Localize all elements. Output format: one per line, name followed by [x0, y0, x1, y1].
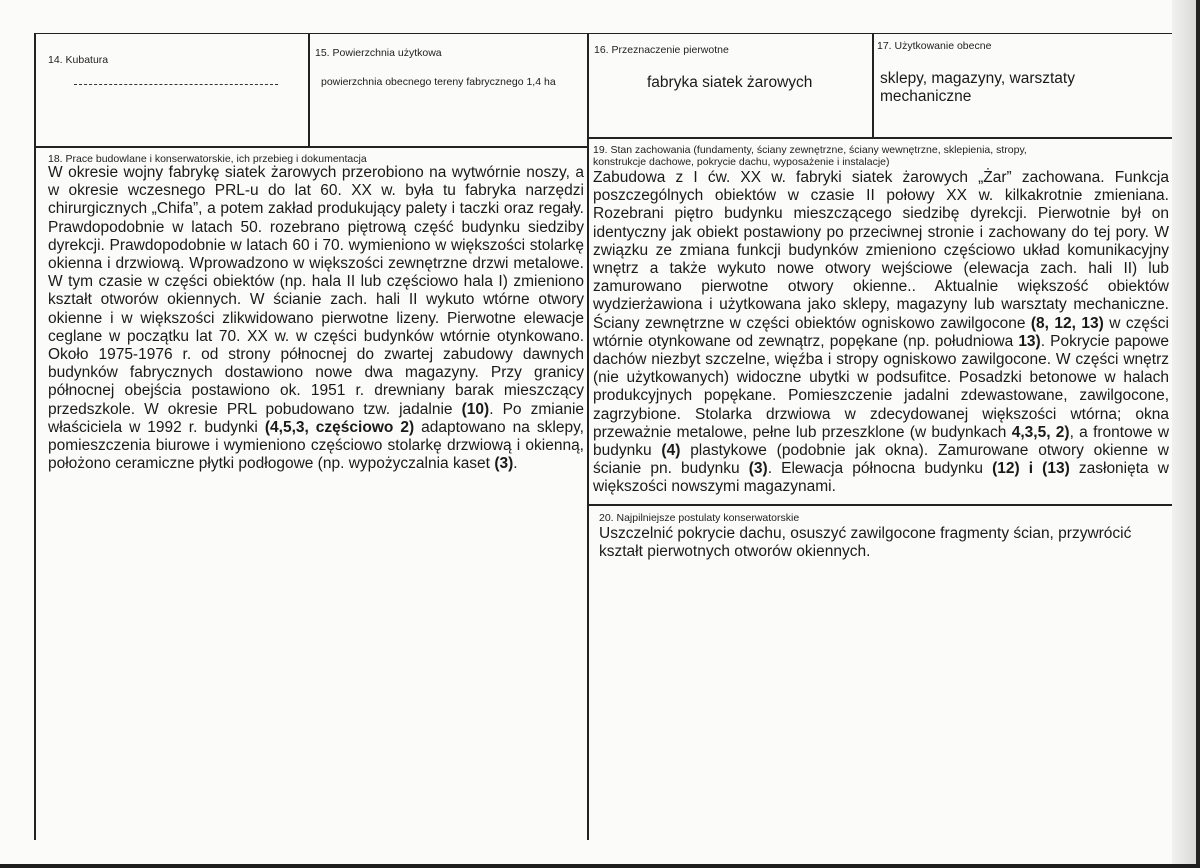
conservation-postulates-text: Uszczelnić pokrycie dachu, osuszyć zawilgocone fragmenty ścian, przywrócić kształt pierwotnych otworów okiennych. [599, 525, 1132, 561]
record-card-sheet [34, 33, 1172, 840]
usable-area-label: 15. Powierzchnia użytkowa [315, 47, 442, 59]
original-purpose-value: fabryka siatek żarowych [647, 74, 813, 91]
divider-v-14-15 [34, 34, 36, 840]
divider-h-top-left [34, 146, 589, 148]
works-history-text: W okresie wojny fabrykę siatek żarowych przerobiono na wytwórnie noszy, a w okresie wczesnego PRL-u do lat 60. XX w. była tu fabryka narzędzi chirurgicznych „Chifa”, a potem zakład produkujący palety i taczki oraz regały. Prawdopodobnie w latach 50. rozebrano piętrową część budynku siedziby dyrekcji. Prawdopodobnie w latach 60 i 70. wymieniono w większości stolarkę okienna i drzwiową. Wprowadzono w większości zewnętrzne drzwi metalowe. W tym czasie w części obiektów (np. hala II lub częściowo hala I) zmieniono kształt otworów okiennych. W ścianie zach. hali II wykuto wtórne otwory okienne i w większości zlikwidowano pierwotne lizeny. Pierwotne elewacje ceglane w początku lat 70. XX w. w części budynków wtórnie otynkowano. Około 1975-1976 r. od strony północnej do zwartej zabudowy dawnych budynków fabrycznych dostawiono nowe dwa magazyny. Przy granicy północnej obejścia postawiono ok. 1951 r. drewniany barak mieszczący przedszkole. W okresie PRL pobudowano tzw. jadalnie (10). Po zmianie właściciela w 1992 r. budynki (4,5,3, częściowo 2) adaptowano na sklepy, pomieszczenia biurowe i wymieniono częściowo stolarkę drzwiową i okienną, położono ceramiczne płytki podłogowe (np. wypożyczalnia kaset (3). [48, 164, 585, 473]
scan-edge-bottom [0, 864, 1200, 868]
usable-area-value: powierzchnia obecnego tereny fabrycznego 1,4 ha [321, 76, 556, 88]
original-purpose-label: 16. Przeznaczenie pierwotne [594, 44, 729, 56]
current-use-value: sklepy, magazyny, warsztaty mechaniczne [880, 70, 1075, 105]
conservation-postulates-label: 20. Najpilniejsze postulaty konserwatorskie [599, 512, 800, 524]
divider-h-top-right [587, 137, 1172, 139]
condition-text: Zabudowa z I ćw. XX w. fabryki siatek żarowych „Żar” zachowana. Funkcja poszczególnych obiektów w czasie II połowy XX w. kilkakrotnie zmieniana. Rozebrani piętro budynku mieszczącego siedzibę dyrekcji. Pierwotnie był on identyczny jak obiekt postawiony po przeciwnej stronie i zachowany do tej pory. W związku ze zmiana funkcji budynków zmieniono częściowo układ komunikacyjny wnętrz a także wykuto nowe otwory wejściowe (elewacja zach. hali II) lub zamurowano pierwotne otwory okienne.. Aktualnie większość obiektów wydzierżawiona i użytkowana jako sklepy, magazyny lub warsztaty mechaniczne. Ściany zewnętrzne w części obiektów ogniskowo zawilgocone (8, 12, 13) w części wtórnie otynkowane od zewnątrz, popękane (np. południowa 13). Pokrycie papowe dachów niezbyt szczelne, więźba i stropy ogniskowo zawilgocone. W części wnętrz (nie użytkowanych) widoczne ubytki w podsufitce. Posadzki betonowe w halach produkcyjnych popękane. Pomieszczenie jadalni zdewastowane, zawilgocone, zagrzybione. Stolarka drzwiowa w zdecydowanej większości wtórna; okna przeważnie metalowe, pełne lub przeszklone (w budynkach 4,3,5, 2), a frontowe w budynku (4) plastykowe (podobnie jak okna). Zamurowane otwory okienne w ścianie pn. budynku (3). Elewacja północna budynku (12) i (13) zasłonięta w większości nowszymi magazynami. [593, 169, 1170, 496]
cubature-empty-line [74, 84, 278, 85]
divider-v-16-17 [872, 34, 874, 137]
condition-label-line2: konstrukcje dachowe, pokrycie dachu, wyposażenie i instalacje) [593, 156, 890, 168]
divider-v-main [587, 34, 589, 840]
divider-v-14-15b [308, 34, 310, 146]
scan-edge-right [1196, 0, 1200, 868]
current-use-label: 17. Użytkowanie obecne [877, 40, 992, 52]
condition-label-line1: 19. Stan zachowania (fundamenty, ściany zewnętrzne, ściany wewnętrzne, sklepienia, stropy, [593, 144, 1027, 156]
cubature-label: 14. Kubatura [48, 54, 109, 66]
divider-h-19-20 [587, 504, 1172, 506]
works-history-label: 18. Prace budowlane i konserwatorskie, ich przebieg i dokumentacja [48, 153, 367, 165]
